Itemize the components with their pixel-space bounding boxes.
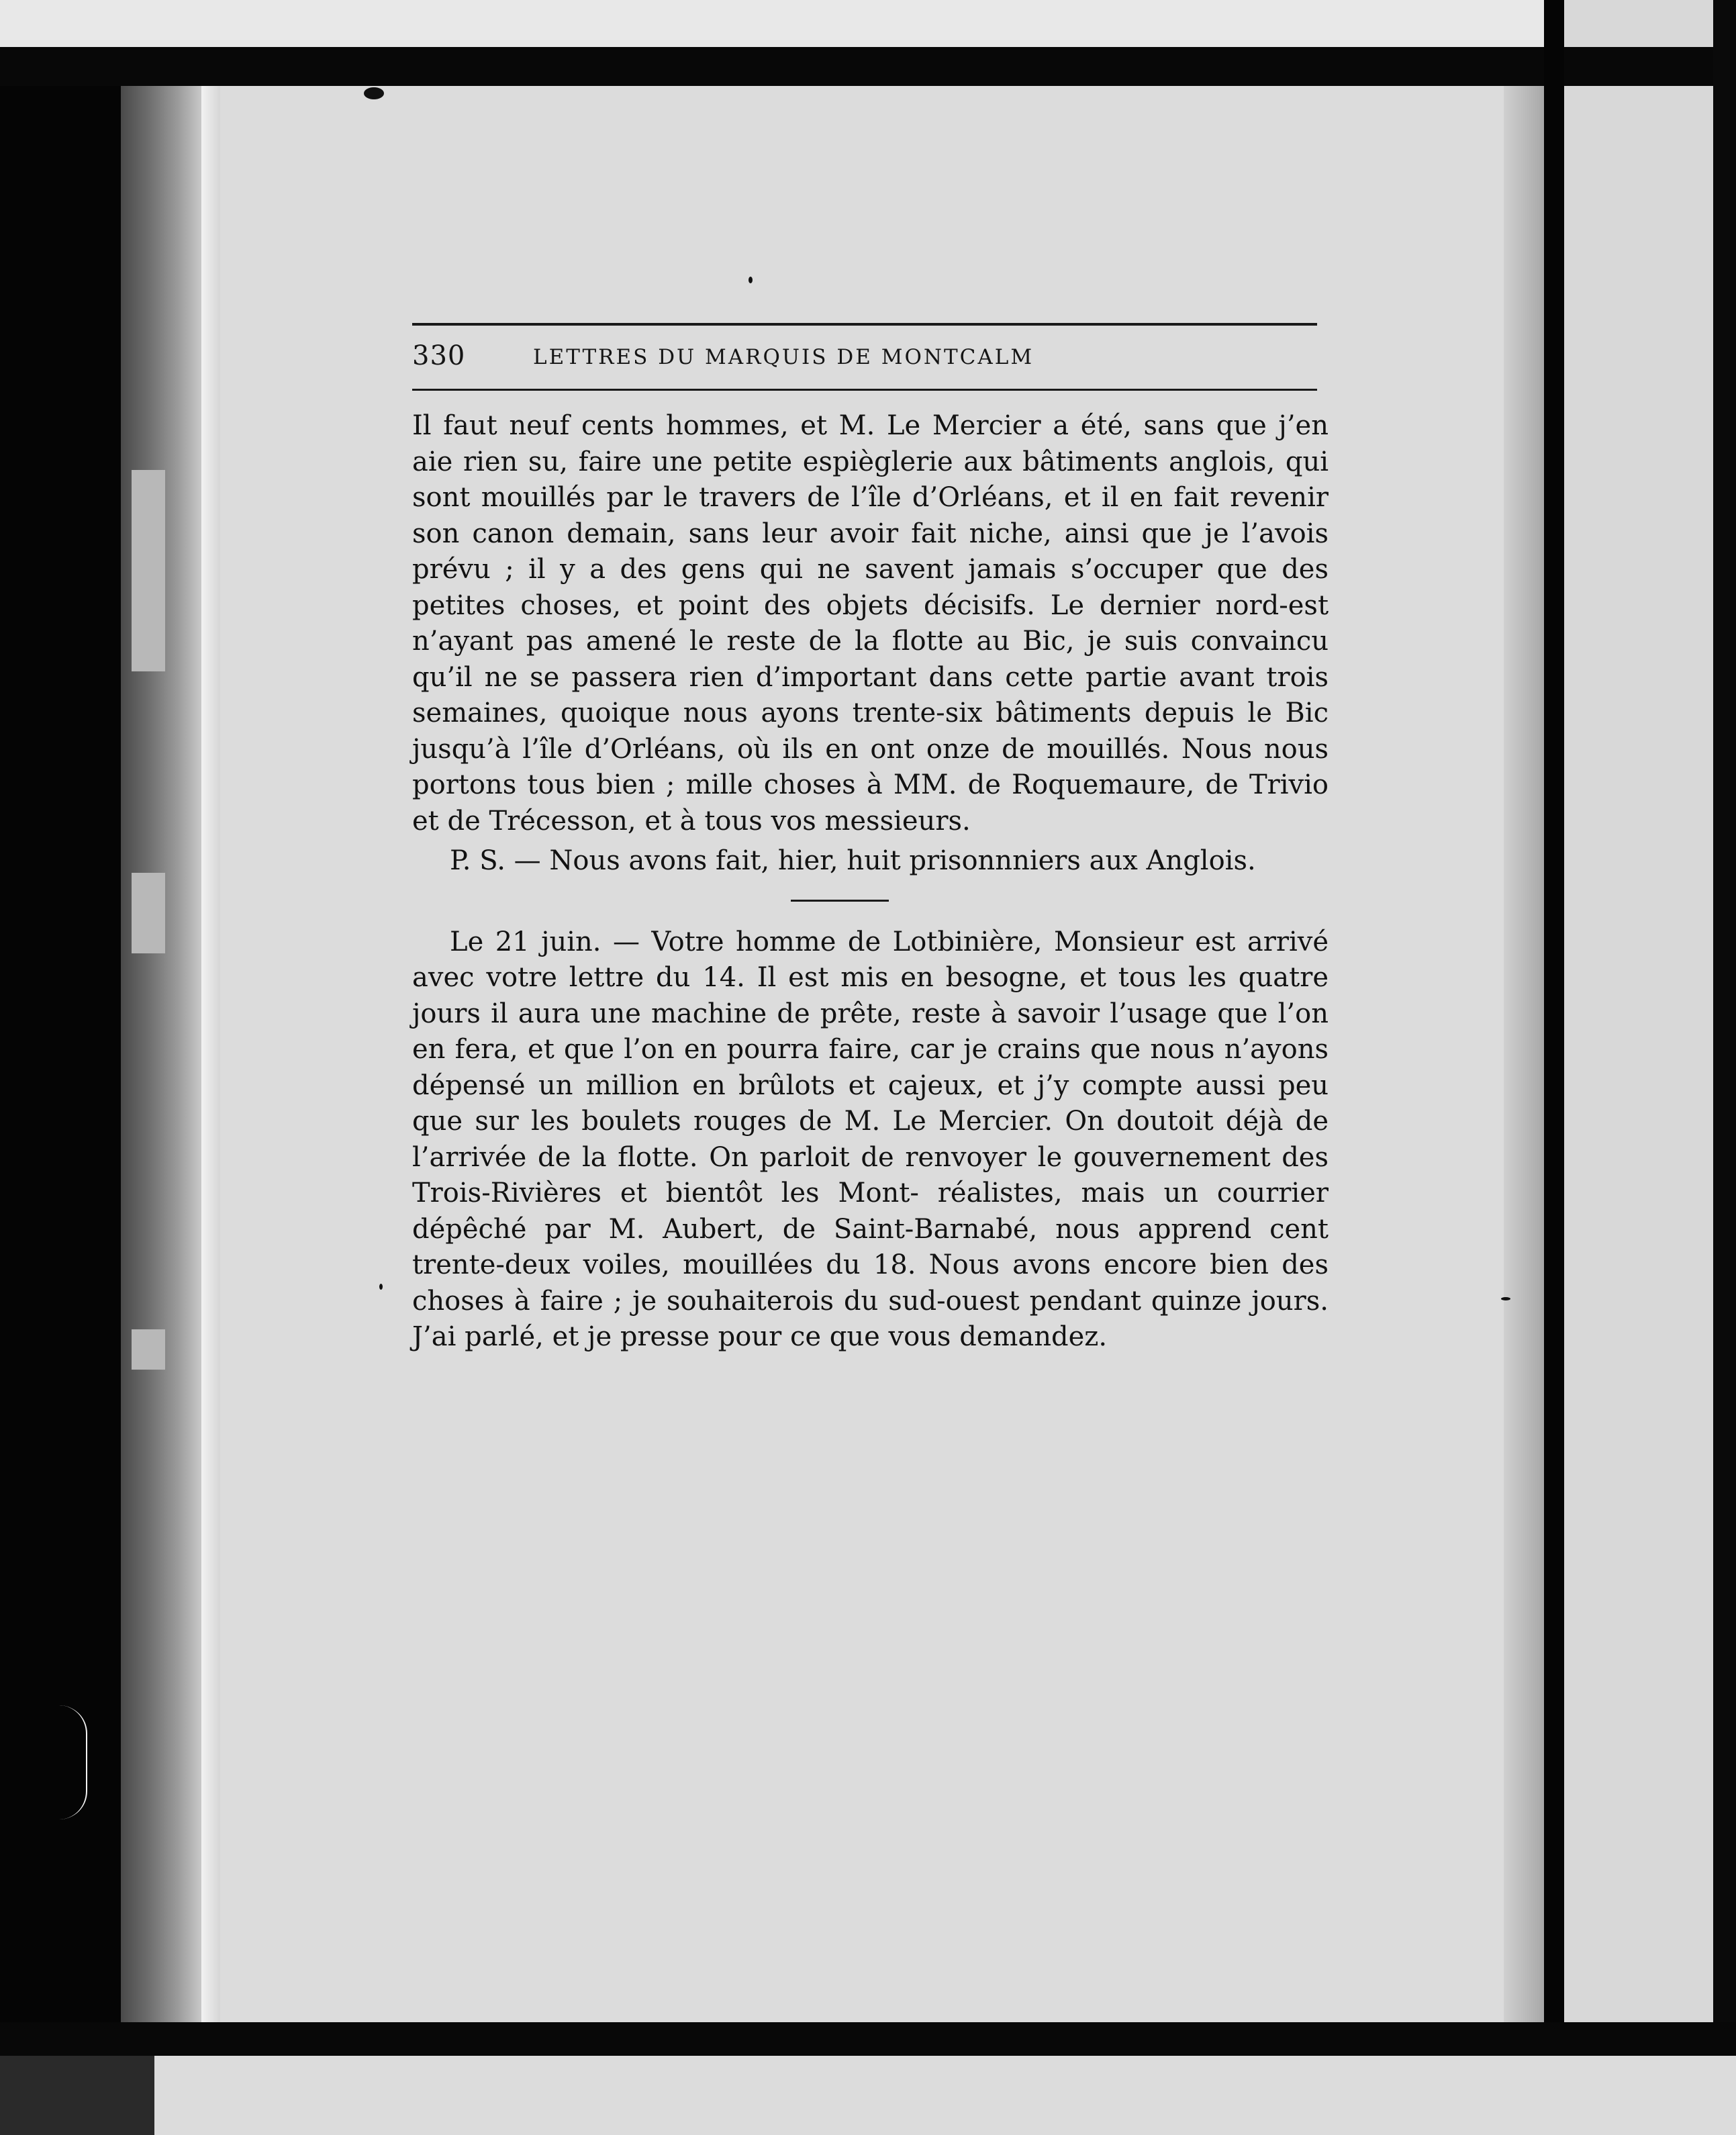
book-gutter	[121, 86, 201, 2022]
text-line: gouvernement des Trois-Rivières et bientôt les Mont-	[412, 1141, 1329, 1208]
scan-right-border	[1544, 0, 1564, 2135]
text-line: petites choses, et point des objets décisifs. Le dernier	[412, 589, 1200, 621]
gutter-highlight	[132, 1329, 165, 1370]
scan-bottom-margin	[0, 2056, 1736, 2135]
text-line: reste à savoir l’usage que l’on en fera, et que l’on en	[412, 998, 1329, 1065]
section-separator	[791, 900, 889, 902]
text-line: que j’en aie rien su, faire une petite espièglerie aux	[412, 410, 1329, 477]
scan-top-border	[0, 47, 1736, 86]
paragraph	[412, 924, 1329, 1356]
text-line: Anglois.	[1146, 845, 1256, 876]
text-line: Il faut neuf cents hommes, et M. Le Mercier a été, sans	[412, 410, 1205, 441]
text-line: jours. J’ai parlé, et je presse pour ce que vous	[412, 1285, 1329, 1352]
header-rule-bottom	[412, 389, 1317, 391]
running-title: LETTRES DU MARQUIS DE MONTCALM	[533, 345, 1034, 369]
text-line: ayons trente-six bâtiments depuis le Bic jusqu’à l’île	[412, 698, 1329, 765]
text-line: bâtiments anglois, qui sont mouillés par le travers de	[412, 446, 1329, 513]
scan-speck	[1501, 1297, 1510, 1300]
text-line: de Trivio et de Trécesson, et à tous vos messieurs.	[412, 769, 1329, 837]
text-line: Saint-Barnabé, nous apprend cent trente-deux voiles,	[412, 1213, 1329, 1280]
page-number: 330	[412, 340, 466, 371]
gutter-highlight	[132, 873, 165, 953]
scan-bottom-border	[0, 2022, 1736, 2056]
text-line: P. S. — Nous avons fait, hier, huit prisonnniers aux	[450, 845, 1138, 876]
text-line: d’Orléans, où ils en ont onze de mouillés. Nous nous	[584, 733, 1329, 765]
text-line: dans cette partie avant trois semaines, quoique nous	[412, 661, 1329, 728]
text-line: y a des gens qui ne savent jamais s’occuper que des	[560, 554, 1329, 585]
text-line: sans leur avoir fait niche, ainsi que je l’avois prévu ; il	[412, 518, 1329, 585]
text-line: et tous les quatre jours il aura une machine de prête,	[412, 962, 1329, 1029]
text-line: faire ; je souhaiterois du sud-ouest pendant quinze	[540, 1285, 1242, 1317]
text-line: sur les boulets rouges de M. Le Mercier. On doutoit	[475, 1106, 1214, 1137]
scan-far-right-border	[1713, 0, 1736, 2135]
scan-speck	[379, 1284, 383, 1290]
gutter-highlight	[132, 470, 165, 671]
paragraph	[412, 408, 1329, 839]
scan-top-margin	[0, 0, 1736, 47]
letter-body	[412, 408, 1329, 1356]
header-rule-top	[412, 323, 1317, 326]
text-line: l’île d’Orléans, et il en fait revenir son canon demain,	[412, 482, 1329, 549]
postscript-paragraph	[412, 843, 1329, 880]
film-scratch	[59, 1705, 87, 1819]
text-line: million en brûlots et cajeux, et j’y compte aussi peu que	[412, 1070, 1329, 1137]
text-line: réalistes, mais un courrier dépêché par M. Aubert, de	[412, 1178, 1329, 1245]
scan-right-top-margin	[1564, 0, 1736, 47]
text-line: mouillées du 18. Nous avons encore bien des choses à	[412, 1249, 1329, 1317]
page-left-edge	[201, 86, 220, 2022]
scan-bottom-corner	[0, 2056, 154, 2135]
page-right-shadow	[1504, 86, 1544, 2022]
text-line: est arrivé avec votre lettre du 14. Il est mis en besogne,	[412, 926, 1329, 993]
text-line: demandez.	[959, 1321, 1108, 1352]
scan-speck	[364, 87, 384, 99]
running-head	[412, 238, 1317, 399]
scan-speck	[749, 277, 753, 283]
text-line: portons tous bien ; mille choses à MM. de Roquemaure,	[412, 769, 1195, 800]
text-line: je suis convaincu qu’il ne se passera rien d’important	[412, 626, 1329, 693]
text-line: pourra faire, car je crains que nous n’ayons dépensé un	[412, 1034, 1329, 1101]
text-line: déjà de l’arrivée de la flotte. On parloit de renvoyer le	[412, 1106, 1329, 1173]
text-line: Le 21 juin. — Votre homme de Lotbinière, Monsieur	[450, 926, 1184, 957]
next-page-strip	[1564, 86, 1736, 2022]
text-line: nord-est n’ayant pas amené le reste de la flotte au Bic,	[412, 589, 1329, 657]
